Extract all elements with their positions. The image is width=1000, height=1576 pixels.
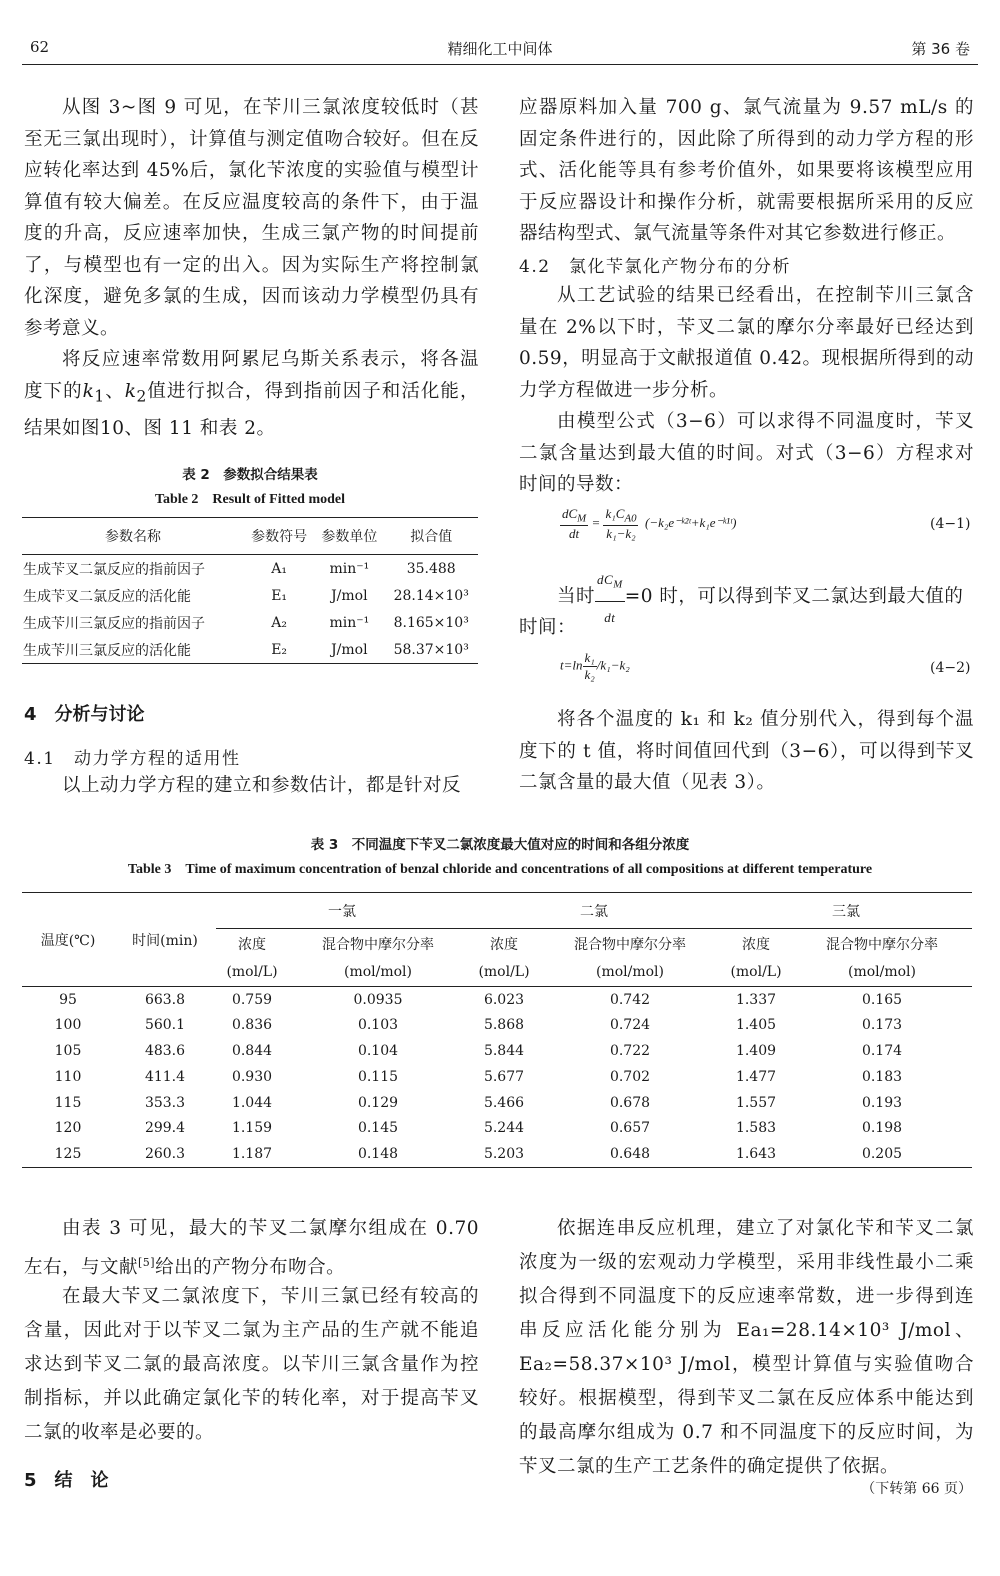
equation-4-1: $\frac{dC_M}{dt}$ = $\frac{k_1C_{A0}}{\text{k₁−k₂}}$ (−k₂e⁻ᵏ²ᵗ+k₁e⁻ᵏ¹ᵗ) [562, 506, 737, 541]
t3-cell: 5.244 [483, 1120, 525, 1137]
bottom-left-paragraph-1: 由表 3 可见，最大的苄叉二氯摩尔组成在 0.70 左右，与文献[5]给出的产物分布吻合。 [24, 1218, 479, 1279]
t3-cell: 1.187 [216, 1141, 288, 1167]
journal-title: 精细化工中间体 [447, 40, 553, 58]
t3-cell: 0.183 [861, 1068, 903, 1085]
t2-cell: J/mol [314, 636, 384, 664]
t3-cell: 0.193 [861, 1094, 903, 1111]
t3-cell: 560.1 [144, 1017, 186, 1034]
t3-cell: 0.173 [861, 1017, 903, 1034]
right-paragraph-1: 应器原料加入量 700 g、氯气流量为 9.57 mL/s 的固定条件进行的，因此除了所得到的动力学方程的形式、活化能等具有参考价值外，如果要将该模型应用于反应器设计和操作分析，就需要根据所采用的反应器结构型式、氯气流量等条件对其它参数进行修正。 [519, 97, 974, 244]
section-4-heading: 4 分析与讨论 [24, 704, 145, 725]
t3-cell: 105 [54, 1042, 82, 1059]
t3-cell: 0.148 [288, 1141, 468, 1167]
table-row [22, 1141, 972, 1167]
t2-cell: min⁻¹ [329, 560, 370, 577]
right-paragraph-5: 将各个温度的 k₁ 和 k₂ 值分别代入，得到每个温度下的 t 值，将时间值回代到（3−6），可以得到苄叉二氯含量的最大值（见表 3）。 [519, 709, 974, 793]
t3-cell: 0.648 [540, 1141, 720, 1167]
t2-cell: A₁ [271, 560, 287, 577]
t3-cell: 1.159 [231, 1120, 273, 1137]
t3-cell: 663.8 [144, 991, 186, 1008]
t3-cell: 95 [59, 991, 77, 1008]
table-row [22, 1090, 972, 1116]
t3-cell: 1.583 [735, 1120, 777, 1137]
section-4-2-heading: 4.2 氯化苄氯化产物分布的分析 [519, 257, 792, 277]
table3-caption-en: Table 3 Time of maximum concentration of benzal chloride and concentrations of all compositions at different temperature [127, 862, 873, 877]
t2-cell: 8.165×10³ [393, 614, 469, 631]
t3-cell: 0.759 [231, 991, 273, 1008]
section-4-1-heading: 4.1 动力学方程的适用性 [24, 749, 241, 769]
t2-cell: J/mol [331, 587, 368, 604]
t3-cell: 5.203 [468, 1141, 540, 1167]
page-number: 62 [30, 38, 50, 56]
t3-unit: (mol/L) [468, 959, 540, 987]
t3-cell: 5.466 [483, 1094, 525, 1111]
table-row [22, 555, 478, 583]
t3-cell: 1.477 [735, 1068, 777, 1085]
t2-cell: 28.14×10³ [393, 587, 469, 604]
t3-cell: 0.930 [231, 1068, 273, 1085]
table-row [22, 1038, 972, 1064]
table2-caption-en: Table 2 Result of Fitted model [154, 492, 346, 507]
t3-cell: 260.3 [114, 1141, 216, 1167]
equation-4-2: t=ln $\frac{\text{k₁}}{\text{k₂}}$ /k₁−k₂ [560, 650, 630, 682]
t3-cell: 0.165 [861, 991, 903, 1008]
t2-cell: 58.37×10³ [384, 636, 478, 664]
t3-unit: (mol/mol) [288, 959, 468, 987]
t3-cell: 0.836 [231, 1017, 273, 1034]
t3-cell: 120 [54, 1120, 82, 1137]
t3-cell: 115 [54, 1094, 82, 1111]
t3-unit: (mol/L) [720, 959, 792, 987]
t3-cell: 0.657 [609, 1120, 651, 1137]
table-row [22, 582, 478, 609]
table-row [22, 1064, 972, 1090]
t3-subheader: 混合物中摩尔分率 [826, 936, 938, 953]
continued-note: （下转第 66 页） [861, 1481, 972, 1497]
t3-cell: 0.198 [861, 1120, 903, 1137]
table3-caption-cn: 表 3 不同温度下苄叉二氯浓度最大值对应的时间和各组分浓度 [310, 837, 690, 853]
t3-cell: 299.4 [144, 1120, 186, 1137]
t2-cell: E₂ [244, 636, 314, 664]
t3-unit: (mol/mol) [540, 959, 720, 987]
t3-cell: 1.044 [231, 1094, 273, 1111]
t2-cell: 生成苄叉二氯反应的指前因子 [23, 561, 205, 578]
right-paragraph-4b: 时间： [519, 617, 577, 638]
t3-group-3: 三氯 [720, 893, 972, 929]
t2-header: 拟合值 [384, 518, 478, 555]
table-row [22, 636, 478, 664]
t3-cell: 1.557 [735, 1094, 777, 1111]
volume-label: 第 36 卷 [911, 40, 970, 58]
t3-cell: 411.4 [144, 1068, 186, 1085]
t2-header: 参数符号 [244, 518, 314, 555]
t3-cell: 0.702 [609, 1068, 651, 1085]
right-paragraph-2: 从工艺试验的结果已经看出，在控制苄川三氯含量在 2%以下时，苄叉二氯的摩尔分率最好已经达到 0.59，明显高于文献报道值 0.42。现根据所得到的动力学方程做进一步分析。 [519, 285, 974, 401]
right-paragraph-3: 由模型公式（3−6）可以求得不同温度时，苄叉二氯含量达到最大值的时间。对式（3−6）方程求对时间的导数： [519, 411, 974, 495]
t3-group-1: 一氯 [216, 893, 468, 929]
table2-caption-cn: 表 2 参数拟合结果表 [182, 467, 318, 483]
table-row [22, 1012, 972, 1038]
t3-group-2: 二氯 [468, 893, 720, 929]
t3-subheader: 混合物中摩尔分率 [574, 936, 686, 953]
t3-cell: 1.337 [735, 991, 777, 1008]
t3-cell: 0.205 [792, 1141, 972, 1167]
table-row [22, 987, 972, 1013]
t3-cell: 1.643 [720, 1141, 792, 1167]
right-paragraph-4: 当时 $\frac{dC_M}{dt}$ =0 时，可以得到苄叉二氯达到最大值的 [557, 564, 977, 634]
t3-header-temp: 温度(℃) [22, 893, 114, 987]
equation-4-1-label: (4−1) [930, 516, 971, 532]
t3-subheader: 混合物中摩尔分率 [322, 936, 434, 953]
header-rule [22, 64, 978, 65]
t3-cell: 0.724 [609, 1017, 651, 1034]
t3-unit: (mol/L) [216, 959, 288, 987]
t3-cell: 5.868 [483, 1017, 525, 1034]
section-5-heading: 5 结 论 [24, 1470, 109, 1491]
t3-cell: 125 [22, 1141, 114, 1167]
left-paragraph-3: 以上动力学方程的建立和参数估计，都是针对反 [62, 775, 462, 796]
t2-cell: min⁻¹ [329, 614, 370, 631]
equation-4-2-label: (4−2) [930, 660, 971, 676]
t3-unit: (mol/mol) [792, 959, 972, 987]
t3-cell: 0.174 [861, 1042, 903, 1059]
t3-subheader: 浓度 [490, 936, 518, 953]
t3-cell: 0.115 [357, 1068, 399, 1085]
t3-cell: 0.0935 [353, 991, 403, 1008]
t3-cell: 0.742 [609, 991, 651, 1008]
t3-cell: 1.405 [735, 1017, 777, 1034]
t3-cell: 100 [54, 1017, 82, 1034]
table-row [22, 609, 478, 636]
t2-cell: 生成苄川三氯反应的活化能 [22, 636, 244, 664]
t3-cell: 110 [54, 1068, 82, 1085]
t3-cell: 5.677 [483, 1068, 525, 1085]
t3-cell: 0.722 [609, 1042, 651, 1059]
t2-header: 参数单位 [314, 518, 384, 555]
t2-cell: A₂ [271, 614, 287, 631]
t3-cell: 0.103 [357, 1017, 399, 1034]
bottom-right-paragraph-1: 依据连串反应机理，建立了对氯化苄和苄叉二氯浓度为一级的宏观动力学模型，采用非线性最小二乘拟合得到不同温度下的反应速率常数，进一步得到连串反应活化能分别为 Ea₁=28.14×10³ J/mol、Ea₂=58.37×10³ J/mol，模型计算值与实验值吻合较好。根据模型，得到苄叉二氯在反应体系中能达到的最高摩尔组成为 0.7 和不同温度下的反应时间，为苄叉二氯的生产工艺条件的确定提供了依据。 [519, 1218, 974, 1477]
t3-cell: 0.678 [609, 1094, 651, 1111]
t3-cell: 0.145 [357, 1120, 399, 1137]
t3-cell: 483.6 [144, 1042, 186, 1059]
table-row [22, 1115, 972, 1141]
t3-cell: 0.129 [357, 1094, 399, 1111]
table3 [22, 892, 972, 1168]
t3-cell: 5.844 [483, 1042, 525, 1059]
left-paragraph-1: 从图 3~图 9 可见，在苄川三氯浓度较低时（甚至无三氯出现时），计算值与测定值吻合较好。但在反应转化率达到 45%后，氯化苄浓度的实验值与模型计算值有较大偏差。在反应温度较高的条件下，由于温度的升高，反应速率加快，生成三氯产物的时间提前了，与模型也有一定的出入。因为实际生产将控制氯化深度，避免多氯的生成，因而该动力学模型仍具有参考意义。 [24, 97, 479, 339]
bottom-left-paragraph-2: 在最大苄叉二氯浓度下，苄川三氯已经有较高的含量，因此对于以苄叉二氯为主产品的生产就不能追求达到苄叉二氯的最高浓度。以苄川三氯含量作为控制指标，并以此确定氯化苄的转化率，对于提高苄叉二氯的收率是必要的。 [24, 1286, 479, 1443]
t3-cell: 0.844 [231, 1042, 273, 1059]
left-paragraph-2: 将反应速率常数用阿累尼乌斯关系表示，将各温度下的$k_1$、$k_2$值进行拟合，得到指前因子和活化能，结果如图10、图 11 和表 2。 [24, 349, 479, 439]
t2-cell: 生成苄叉二氯反应的活化能 [23, 588, 191, 605]
table2 [22, 517, 478, 664]
t3-subheader: 浓度 [238, 936, 266, 953]
t3-cell: 1.409 [735, 1042, 777, 1059]
t3-cell: 353.3 [144, 1094, 186, 1111]
t2-cell: E₁ [271, 587, 288, 604]
t3-cell: 6.023 [483, 991, 525, 1008]
t2-cell: 生成苄川三氯反应的指前因子 [23, 615, 205, 632]
t2-cell: 35.488 [406, 560, 456, 577]
t3-header-time: 时间(min) [114, 893, 216, 987]
t3-subheader: 浓度 [742, 936, 770, 953]
t3-cell: 0.104 [357, 1042, 399, 1059]
t2-header: 参数名称 [22, 518, 244, 555]
